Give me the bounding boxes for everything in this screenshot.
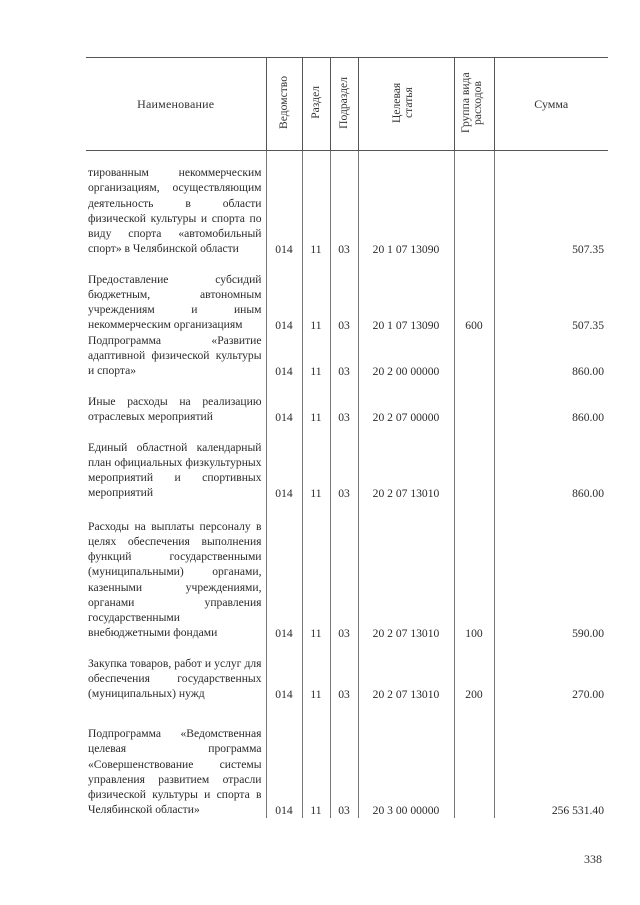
row-gruppa-vida-rashodov: 100	[454, 501, 494, 641]
row-summa: 860.00	[494, 379, 608, 425]
table-row	[86, 702, 608, 818]
row-podrazdel: 03	[330, 425, 358, 501]
row-vedomstvo: 014	[266, 425, 302, 501]
row-podrazdel: 03	[330, 501, 358, 641]
row-summa: 256 531.40	[494, 702, 608, 818]
row-razdel: 11	[302, 151, 330, 257]
row-name: тированным некоммерческим организациям, осуществляющим деятельность в области физической культуры и спорта по виду спорта «автомобильный спорт» в Челябинской области	[86, 151, 266, 257]
row-name: Закупка товаров, работ и услуг для обеспечения государственных (муниципальных) нужд	[86, 641, 266, 702]
row-summa: 590.00	[494, 501, 608, 641]
row-summa: 860.00	[494, 333, 608, 379]
row-gruppa-vida-rashodov	[454, 425, 494, 501]
row-celevaya-statya: 20 1 07 13090	[358, 257, 454, 333]
row-vedomstvo: 014	[266, 379, 302, 425]
row-razdel: 11	[302, 425, 330, 501]
row-name: Подпрограмма «Развитие адаптивной физической культуры и спорта»	[86, 333, 266, 379]
row-podrazdel: 03	[330, 333, 358, 379]
row-razdel: 11	[302, 501, 330, 641]
row-gruppa-vida-rashodov	[454, 702, 494, 818]
table-row	[86, 379, 608, 425]
table-header	[86, 58, 608, 151]
table-row	[86, 501, 608, 641]
row-vedomstvo: 014	[266, 257, 302, 333]
table-body	[86, 151, 608, 818]
header-podrazdel: Подраздел	[330, 58, 358, 151]
row-celevaya-statya: 20 3 00 00000	[358, 702, 454, 818]
row-celevaya-statya: 20 2 07 13010	[358, 425, 454, 501]
row-celevaya-statya: 20 2 07 13010	[358, 501, 454, 641]
row-vedomstvo: 014	[266, 333, 302, 379]
table-row	[86, 257, 608, 333]
row-name: Расходы на выплаты персоналу в целях обеспечения выполнения функций государственными (муниципальными) органами, казенными учреждениями, органами управления государственными внебюджетными фондами	[86, 501, 266, 641]
row-summa: 270.00	[494, 641, 608, 702]
table-row	[86, 333, 608, 379]
row-vedomstvo: 014	[266, 641, 302, 702]
row-razdel: 11	[302, 702, 330, 818]
row-razdel: 11	[302, 641, 330, 702]
row-celevaya-statya: 20 2 07 13010	[358, 641, 454, 702]
row-vedomstvo: 014	[266, 501, 302, 641]
row-podrazdel: 03	[330, 257, 358, 333]
row-celevaya-statya: 20 2 07 00000	[358, 379, 454, 425]
row-podrazdel: 03	[330, 379, 358, 425]
row-podrazdel: 03	[330, 702, 358, 818]
table-row	[86, 425, 608, 501]
row-razdel: 11	[302, 257, 330, 333]
row-celevaya-statya: 20 1 07 13090	[358, 151, 454, 257]
row-razdel: 11	[302, 333, 330, 379]
page-number: 338	[584, 852, 602, 866]
row-gruppa-vida-rashodov: 600	[454, 257, 494, 333]
row-gruppa-vida-rashodov: 200	[454, 641, 494, 702]
table-row	[86, 151, 608, 257]
header-name: Наименование	[86, 58, 266, 151]
row-summa: 507.35	[494, 257, 608, 333]
row-name: Иные расходы на реализацию отраслевых мероприятий	[86, 379, 266, 425]
budget-table	[86, 57, 608, 818]
row-summa: 507.35	[494, 151, 608, 257]
row-celevaya-statya: 20 2 00 00000	[358, 333, 454, 379]
row-gruppa-vida-rashodov	[454, 151, 494, 257]
row-podrazdel: 03	[330, 151, 358, 257]
row-razdel: 11	[302, 379, 330, 425]
row-name: Подпрограмма «Ведомственная целевая программа «Совершенствование системы управления развитием отрасли физической культуры и спорта в Челябинской области»	[86, 702, 266, 818]
row-vedomstvo: 014	[266, 702, 302, 818]
header-gruppa-vida-rashodov: Группа вида расходов	[454, 58, 494, 151]
row-name: Единый областной календарный план официальных физкультурных мероприятий и спортивных мероприятий	[86, 425, 266, 501]
row-summa: 860.00	[494, 425, 608, 501]
row-gruppa-vida-rashodov	[454, 379, 494, 425]
row-gruppa-vida-rashodov	[454, 333, 494, 379]
header-vedomstvo: Ведомство	[266, 58, 302, 151]
table-row	[86, 641, 608, 702]
header-razdel: Раздел	[302, 58, 330, 151]
header-celevaya-statya: Целевая статья	[358, 58, 454, 151]
row-name: Предоставление субсидий бюджетным, автономным учреждениям и иным некоммерческим организациям	[86, 257, 266, 333]
row-vedomstvo: 014	[266, 151, 302, 257]
row-podrazdel: 03	[330, 641, 358, 702]
header-summa: Сумма	[494, 58, 608, 151]
